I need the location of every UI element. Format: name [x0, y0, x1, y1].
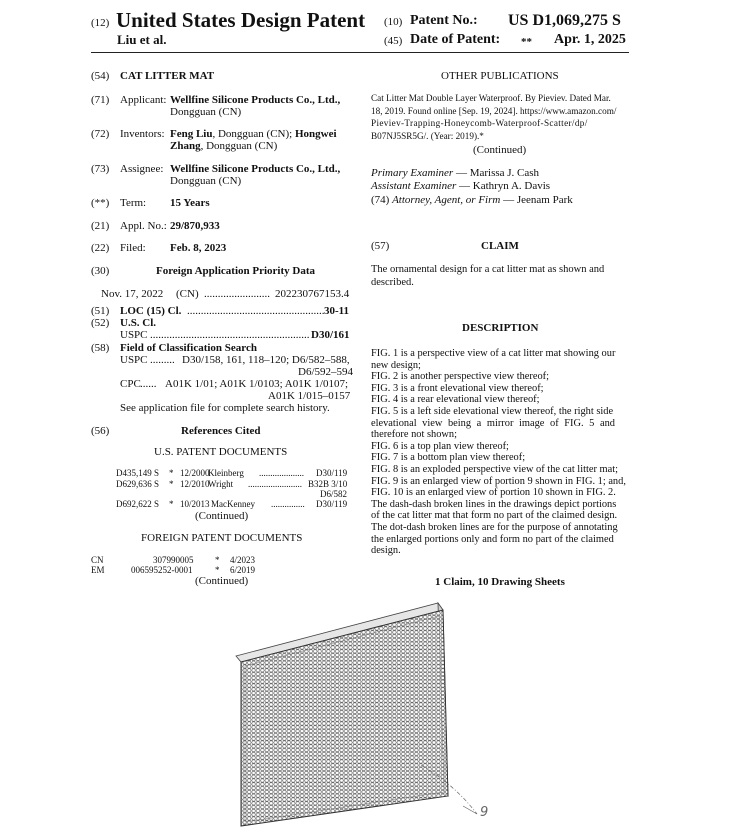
filed-label: Filed:: [120, 242, 146, 254]
us-reference-number: D435,149 S: [116, 468, 160, 478]
invention-title: CAT LITTER MAT: [120, 70, 215, 82]
foreign-reference-star: *: [215, 555, 220, 565]
citation-line: Pieviev-Trapping-Honeycomb-Waterproof-Scatter/dp/: [371, 118, 588, 128]
us-reference-leader-dots: ...............: [271, 499, 305, 509]
date-of-patent: Apr. 1, 2025: [554, 32, 626, 47]
references-heading: References Cited: [181, 425, 261, 437]
search-field-number: (58): [91, 342, 110, 354]
description-line: design.: [371, 545, 401, 557]
drawing-reference-numeral: 9: [480, 805, 489, 820]
search-cpc-value-2: A01K 1/015–0157: [268, 390, 351, 402]
term-label: Term:: [120, 197, 147, 209]
search-uspc-label: USPC: [120, 354, 148, 366]
loc-class-leader-dots: ..................................................: [187, 305, 325, 317]
other-publications-heading: OTHER PUBLICATIONS: [441, 70, 559, 82]
us-class-field-number: (52): [91, 317, 110, 329]
other-publications-citation: [371, 92, 616, 142]
claim-line: described.: [371, 276, 414, 288]
cat-litter-mat-drawing: [225, 600, 515, 830]
description-line: The dot-dash broken lines are for the purpose of annotating: [371, 521, 618, 533]
loc-class-value: 30-11: [324, 305, 350, 317]
applicant-field-number: (71): [91, 94, 110, 106]
description-line: new design;: [371, 359, 421, 371]
applicant-name: Wellfine Silicone Products Co., Ltd.,: [170, 94, 341, 106]
description-line: therefore not shown;: [371, 429, 457, 441]
title-field-number: (54): [91, 70, 110, 82]
us-reference-star: *: [169, 468, 174, 478]
us-reference-class: D30/119: [316, 499, 348, 509]
document-type-number: (12): [91, 17, 110, 29]
application-number: 29/870,933: [170, 220, 220, 232]
patent-number: US D1,069,275 S: [508, 12, 621, 29]
foreign-reference-country: CN: [91, 555, 104, 565]
priority-date: Nov. 17, 2022: [101, 288, 164, 300]
applicant-label: Applicant:: [120, 94, 167, 106]
search-heading: Field of Classification Search: [120, 342, 257, 354]
us-references-continued: (Continued): [195, 510, 249, 522]
term-value: 15 Years: [170, 197, 210, 209]
us-reference-class-2: D6/582: [320, 489, 347, 499]
us-reference-date: 12/2010: [180, 479, 210, 489]
assistant-examiner-name: — Kathryn A. Davis: [459, 180, 551, 192]
applicant-location: Dongguan (CN): [170, 106, 242, 118]
us-reference-leader-dots: ....................: [259, 468, 304, 478]
search-uspc-leader-dots: .........: [150, 354, 175, 366]
inventors-line-2: [170, 140, 277, 152]
mat-face: [241, 610, 448, 826]
application-number-field-number: (21): [91, 220, 110, 232]
us-reference-name: Kleinberg: [208, 468, 244, 478]
description-line: of the cat litter mat that form no part of the claimed design.: [371, 510, 618, 522]
claim-text: [371, 264, 604, 289]
foreign-reference-number: 006595252-0001: [131, 565, 193, 575]
foreign-references-continued: (Continued): [195, 575, 249, 587]
attorney-field-number: (74): [371, 194, 390, 206]
description-text: [371, 348, 626, 557]
assignee-field-number: (73): [91, 163, 110, 175]
priority-leader-dots: ........................: [204, 288, 270, 300]
claim-field-number: (57): [371, 240, 390, 252]
foreign-reference-date: 4/2023: [230, 555, 256, 565]
description-line: FIG. 1 is a perspective view of a cat litter mat showing our: [371, 348, 616, 359]
inventor-name-1: Feng Liu: [170, 128, 213, 140]
description-heading: DESCRIPTION: [462, 322, 539, 334]
references-field-number: (56): [91, 425, 110, 437]
us-class-value: D30/161: [311, 329, 350, 341]
us-reference-number: D692,622 S: [116, 499, 160, 509]
date-of-patent-label: Date of Patent:: [410, 32, 501, 47]
description-line: FIG. 7 is a bottom plan view thereof;: [371, 452, 526, 464]
us-reference-class: B32B 3/10: [308, 479, 348, 489]
description-line: elevational view being a mirror image of FIG. 5 and: [371, 417, 615, 429]
description-line: the enlarged portions only and form no part of the claimed: [371, 533, 614, 545]
us-reference-star: *: [169, 499, 174, 509]
patent-number-field-number: (10): [384, 16, 403, 28]
application-number-label: Appl. No.:: [120, 220, 167, 232]
search-uspc-value: D30/158, 161, 118–120; D6/582–588,: [182, 354, 350, 366]
priority-field-number: (30): [91, 265, 110, 277]
other-publications-continued: (Continued): [473, 144, 527, 156]
description-line: FIG. 3 is a front elevational view thereof;: [371, 382, 544, 394]
assignee-name: Wellfine Silicone Products Co., Ltd.,: [170, 163, 341, 175]
us-patent-documents-heading: U.S. PATENT DOCUMENTS: [154, 446, 288, 458]
loc-class-field-number: (51): [91, 305, 110, 317]
patent-number-label: Patent No.:: [410, 13, 478, 28]
description-line: FIG. 10 is an enlarged view of portion 10 shown in FIG. 2.: [371, 487, 616, 499]
priority-number: 202230767153.4: [275, 288, 350, 300]
inventor-location-1: , Dongguan (CN);: [212, 128, 295, 140]
primary-examiner-label: Primary Examiner: [371, 167, 454, 179]
primary-examiner: [371, 167, 539, 179]
inventors-label: Inventors:: [120, 128, 165, 140]
description-line: FIG. 4 is a rear elevational view thereof;: [371, 394, 540, 406]
foreign-reference-date: 6/2019: [230, 565, 256, 575]
loc-class-label: LOC (15) Cl.: [120, 305, 182, 317]
claims-and-sheets-count: 1 Claim, 10 Drawing Sheets: [435, 576, 565, 588]
term-field-number: (**): [91, 197, 110, 209]
description-line: The dash-dash broken lines in the drawings depict portions: [371, 498, 617, 510]
us-reference-star: *: [169, 479, 174, 489]
citation-line: Cat Litter Mat Double Layer Waterproof. By Pieviev. Dated Mar.: [371, 93, 611, 103]
foreign-reference-star: *: [215, 565, 220, 575]
us-class-leader-dots: ..........................................................: [150, 329, 310, 341]
foreign-reference-country: EM: [91, 565, 105, 575]
foreign-reference-number: 307990005: [153, 555, 194, 565]
us-reference-date: 12/2000: [180, 468, 210, 478]
citation-line: B07NJ5SR5G/. (Year: 2019).*: [371, 130, 484, 141]
us-reference-number: D629,636 S: [116, 479, 160, 489]
priority-country: (CN): [176, 288, 199, 300]
filed-date: Feb. 8, 2023: [170, 242, 227, 254]
us-class-uspc-label: USPC: [120, 329, 148, 341]
description-line: FIG. 8 is an exploded perspective view of the cat litter mat;: [371, 463, 618, 475]
us-class-label: U.S. Cl.: [120, 317, 157, 329]
reference-leader-line: [463, 806, 477, 814]
date-of-patent-field-number: (45): [384, 35, 403, 47]
assignee-location: Dongguan (CN): [170, 175, 242, 187]
primary-examiner-name: — Marissa J. Cash: [455, 167, 540, 179]
search-uspc-value-2: D6/592–594: [298, 366, 353, 378]
attorney-label: Attorney, Agent, or Firm: [392, 194, 501, 206]
claim-heading: CLAIM: [481, 240, 519, 252]
description-line: FIG. 2 is another perspective view thereof;: [371, 371, 550, 383]
inventors-field-number: (72): [91, 128, 110, 140]
document-title: United States Design Patent: [116, 8, 366, 32]
description-line: FIG. 6 is a top plan view thereof;: [371, 440, 509, 452]
inventors-short: Liu et al.: [117, 32, 167, 47]
assignee-label: Assignee:: [120, 163, 164, 175]
us-reference-class: D30/119: [316, 468, 348, 478]
inventors-line-1: [170, 128, 337, 140]
us-reference-name: Wright: [208, 479, 234, 489]
date-asterisks: **: [521, 36, 532, 48]
description-line: FIG. 9 is an enlarged view of portion 9 shown in FIG. 1; and,: [371, 475, 626, 487]
inventor-name-2-last: Zhang: [170, 140, 201, 152]
attorney: [371, 194, 573, 206]
priority-heading: Foreign Application Priority Data: [156, 265, 315, 277]
inventor-location-2: , Dongguan (CN): [200, 140, 278, 152]
description-line: FIG. 5 is a left side elevational view thereof, the right side: [371, 405, 614, 417]
search-cpc-value: A01K 1/01; A01K 1/0103; A01K 1/0107;: [165, 378, 349, 390]
us-reference-name: MacKenney: [211, 499, 255, 509]
us-reference-date: 10/2013: [180, 499, 210, 509]
attorney-name: — Jeenam Park: [503, 194, 573, 206]
citation-line: 18, 2019. Found online [Sep. 19, 2024]. https://www.amazon.com/: [371, 105, 617, 116]
foreign-patent-documents-heading: FOREIGN PATENT DOCUMENTS: [141, 532, 303, 544]
filed-field-number: (22): [91, 242, 110, 254]
assistant-examiner-label: Assistant Examiner: [371, 180, 457, 192]
claim-line: The ornamental design for a cat litter mat as shown and: [371, 264, 605, 275]
search-cpc-leader-dots: ......: [140, 378, 157, 390]
us-reference-leader-dots: ........................: [248, 479, 302, 489]
search-cpc-label: CPC: [120, 378, 141, 390]
assistant-examiner: [371, 180, 550, 192]
search-history-note: See application file for complete search history.: [120, 402, 330, 414]
header-divider: [91, 52, 629, 53]
inventor-name-2-first: Hongwei: [294, 128, 337, 140]
